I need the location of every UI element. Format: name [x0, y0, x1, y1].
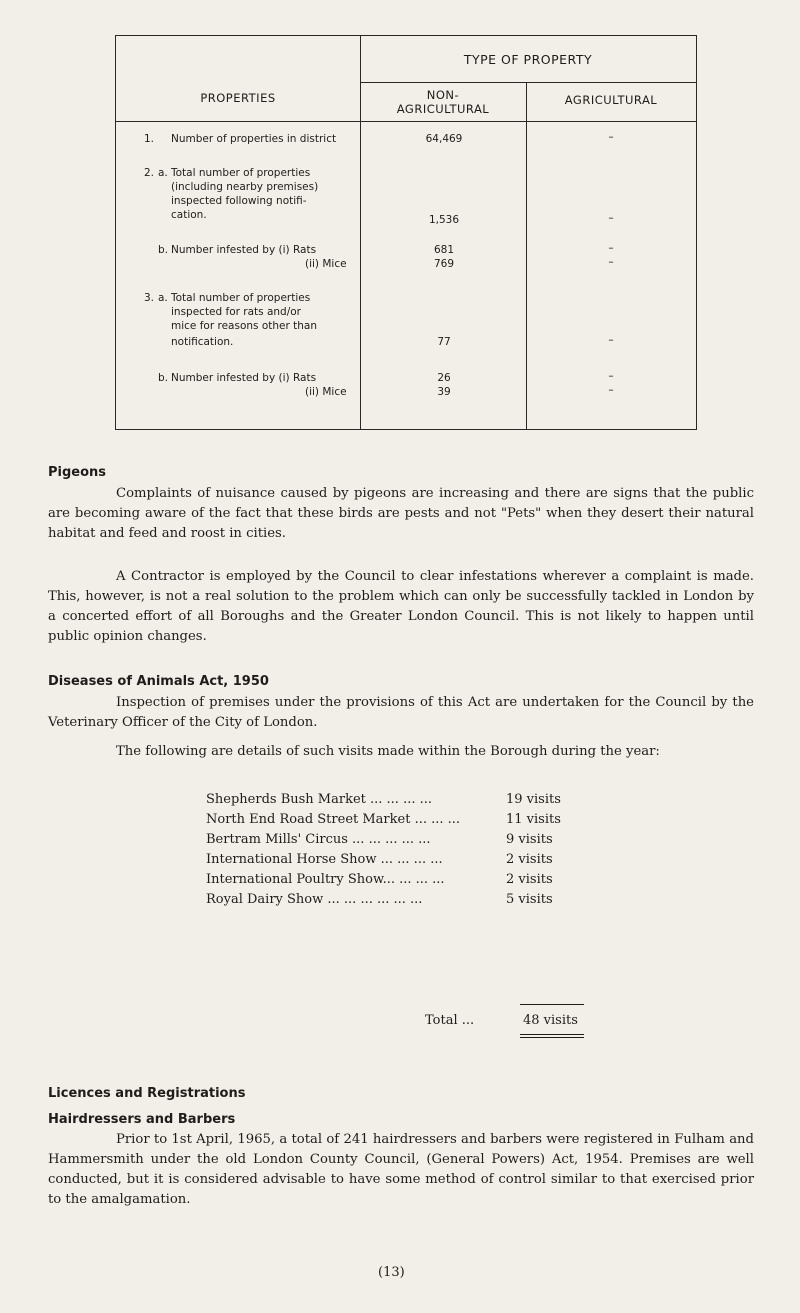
non-agricultural-value: 64,469 [425, 133, 463, 145]
diseases-heading: Diseases of Animals Act, 1950 [48, 674, 269, 689]
visit-count: 9 visits [506, 832, 553, 847]
visit-place: International Poultry Show... ... ... ... [206, 872, 445, 887]
list-item [206, 830, 586, 850]
total-label: Total ... [425, 1013, 475, 1028]
row-sub-letter: b. [158, 244, 169, 256]
row-label: notification. [171, 336, 234, 348]
visits-list [206, 790, 586, 910]
row-label: mice for reasons other than [171, 320, 318, 332]
agricultural-value: – [608, 370, 614, 382]
total-value: 48 visits [523, 1013, 578, 1028]
rodent-control-table [115, 35, 697, 430]
visit-place: Bertram Mills' Circus ... ... ... ... ... [206, 832, 431, 847]
row-label: (ii) Mice [305, 386, 347, 398]
non-agricultural-value: 26 [437, 372, 451, 384]
row-number: 2. [144, 167, 155, 179]
visit-place: North End Road Street Market ... ... ... [206, 812, 461, 827]
agricultural-value: – [608, 242, 614, 254]
row-label: (including nearby premises) [171, 181, 319, 193]
non-agricultural-value: 769 [433, 258, 455, 270]
visit-place: International Horse Show ... ... ... ... [206, 852, 443, 867]
hairdressers-heading: Hairdressers and Barbers [48, 1112, 236, 1127]
table-divider [116, 121, 696, 122]
non-agricultural-value: 39 [437, 386, 451, 398]
row-label: Number infested by (i) Rats [171, 244, 317, 256]
pigeons-heading: Pigeons [48, 465, 107, 480]
agricultural-value: – [608, 131, 614, 143]
total-double-rule [520, 1037, 584, 1038]
header-agricultural: AGRICULTURAL [564, 93, 658, 107]
header-type-of-property: TYPE OF PROPERTY [463, 52, 593, 67]
row-label: Total number of properties [171, 167, 311, 179]
list-item [206, 810, 586, 830]
agricultural-value: – [608, 334, 614, 346]
licences-heading: Licences and Registrations [48, 1086, 246, 1101]
row-sub-letter: a. [158, 167, 168, 179]
row-number: 3. [144, 292, 155, 304]
row-label: Number infested by (i) Rats [171, 372, 317, 384]
agricultural-value: – [608, 256, 614, 268]
diseases-paragraph-1: Inspection of premises under the provisions of this Act are undertaken for the Council by the Veterinary Officer of the City of London. [48, 695, 754, 730]
visit-count: 19 visits [506, 792, 561, 807]
table-divider [526, 82, 527, 429]
pigeons-paragraph-2: A Contractor is employed by the Council to clear infestations wherever a complaint is made. This, however, is not a real solution to the problem which can only be successfully tackled in London by a concerted effort of all Boroughs and the Greater London Council. This is not likely to happen until public opinion changes. [48, 569, 754, 644]
list-item [206, 890, 586, 910]
header-properties: PROPERTIES [200, 91, 276, 105]
visit-count: 5 visits [506, 892, 553, 907]
header-non-agricultural-1: NON- [426, 88, 460, 102]
hairdressers-paragraph: Prior to 1st April, 1965, a total of 241 hairdressers and barbers were registered in Fulham and Hammersmith under the old London County Council, (General Powers) Act, 1954. Premises are well conducted, but it is considered advisable to have some method of control similar to that exercised prior to the amalgamation. [48, 1132, 754, 1207]
row-label: inspected for rats and/or [171, 306, 302, 318]
visit-count: 11 visits [506, 812, 561, 827]
agricultural-value: – [608, 212, 614, 224]
row-label: Number of properties in district [171, 133, 337, 145]
header-non-agricultural-2: AGRICULTURAL [396, 102, 490, 116]
row-sub-letter: b. [158, 372, 169, 384]
list-item [206, 870, 586, 890]
row-label: inspected following notifi- [171, 195, 307, 207]
list-item [206, 790, 586, 810]
visit-count: 2 visits [506, 852, 553, 867]
total-double-rule [520, 1034, 584, 1035]
visit-count: 2 visits [506, 872, 553, 887]
total-rule [520, 1004, 584, 1005]
row-number: 1. [144, 133, 155, 145]
row-label: cation. [171, 209, 207, 221]
row-label: Total number of properties [171, 292, 311, 304]
row-sub-letter: a. [158, 292, 168, 304]
table-divider [360, 82, 696, 83]
row-label: (ii) Mice [305, 258, 347, 270]
visit-place: Shepherds Bush Market ... ... ... ... [206, 792, 432, 807]
non-agricultural-value: 681 [433, 244, 455, 256]
pigeons-paragraph-1: Complaints of nuisance caused by pigeons are increasing and there are signs that the public are becoming aware of the fact that these birds are pests and not "Pets" when they desert their natural habitat and feed and roost in cities. [48, 486, 754, 541]
agricultural-value: – [608, 384, 614, 396]
list-item [206, 850, 586, 870]
non-agricultural-value: 1,536 [428, 214, 460, 226]
diseases-paragraph-2: The following are details of such visits made within the Borough during the year: [116, 744, 660, 759]
visit-place: Royal Dairy Show ... ... ... ... ... ... [206, 892, 423, 907]
page-number: (13) [378, 1265, 405, 1280]
non-agricultural-value: 77 [437, 336, 451, 348]
